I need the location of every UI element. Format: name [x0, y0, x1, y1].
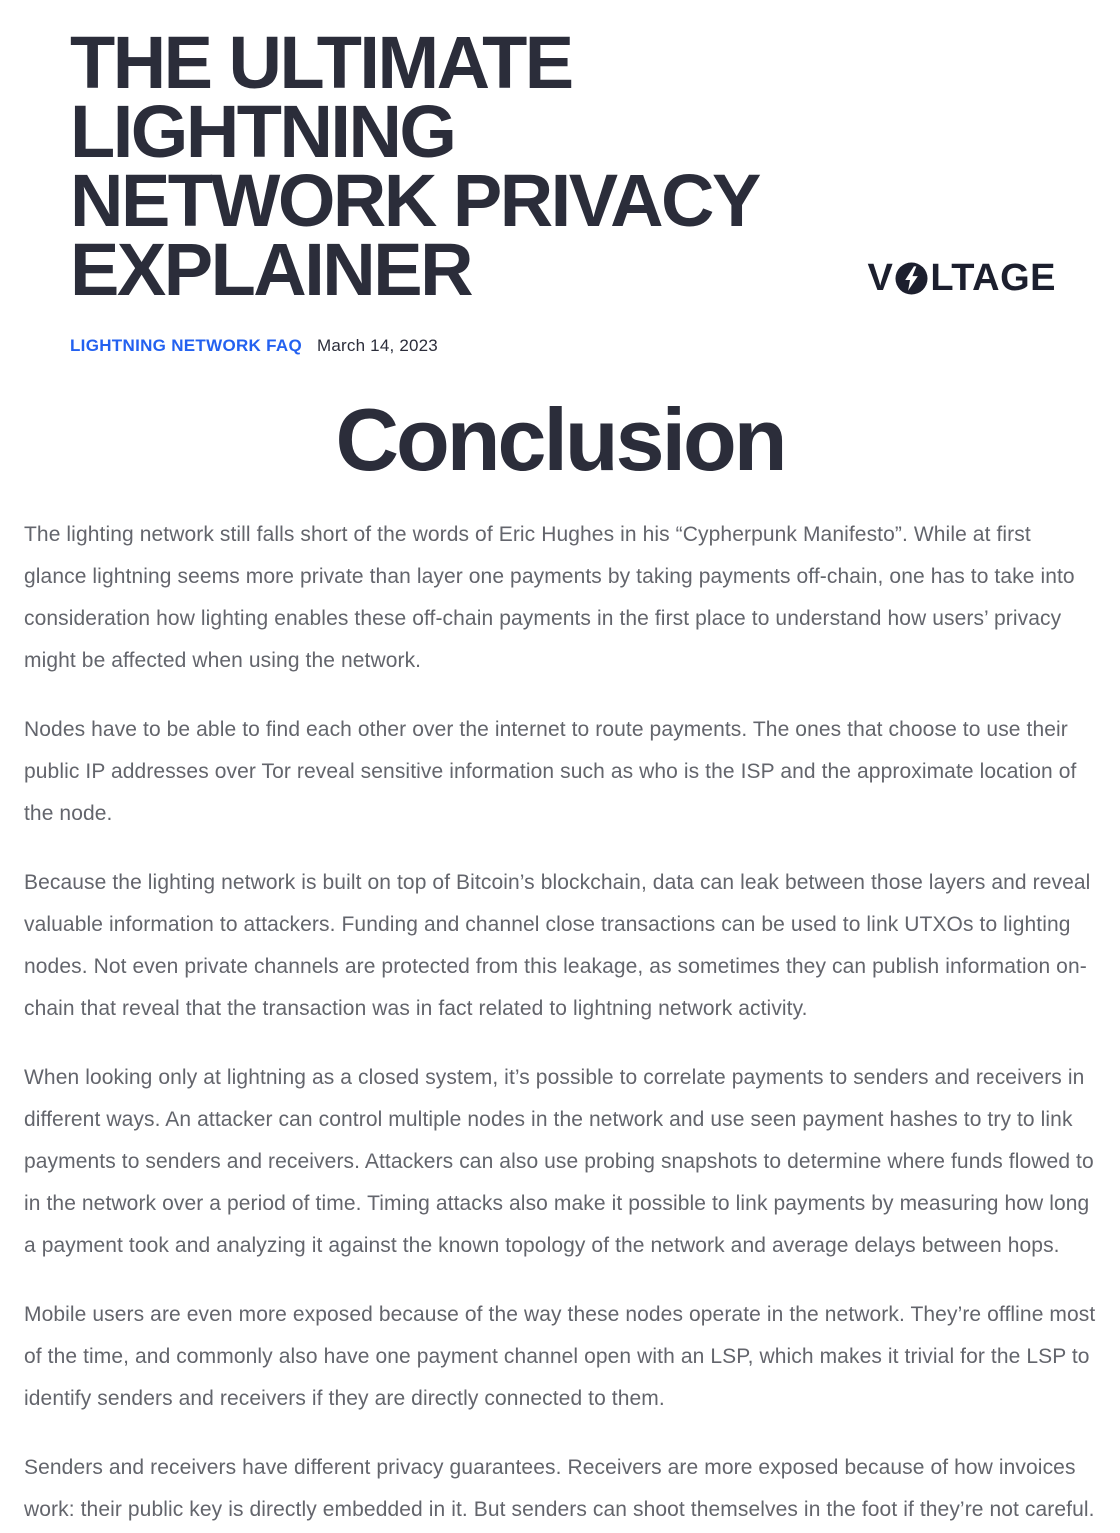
paragraph-2: Nodes have to be able to find each other over the internet to route payments. The ones that choose to use their public IP addresses over Tor reveal sensitive information such as who is the ISP and the approximate location of the node. — [24, 718, 1077, 825]
paragraph-1: The lighting network still falls short of the words of Eric Hughes in his “Cypherpunk Manifesto”. While at first glance lightning seems more private than layer one payments by taking payments off-chain, one has to take into consideration how lighting enables these off-chain payments in the first place to understand how users’ privacy might be affected when using the network. — [24, 523, 1075, 672]
article-title-line: EXPLAINER — [70, 228, 472, 311]
publish-date: March 14, 2023 — [317, 336, 438, 355]
lightning-bolt-icon — [895, 262, 928, 295]
header-row — [70, 21, 1056, 311]
section-heading: Conclusion — [335, 390, 785, 489]
paragraph-3: Because the lighting network is built on top of Bitcoin’s blockchain, data can leak between those layers and reveal valuable information to attackers. Funding and channel close transactions can be used to link UTXOs to lighting nodes. Not even private channels are protected from this leakage, as sometimes they can publish information on-chain that reveal that the transaction was in fact related to lightning network activity. — [24, 871, 1091, 1020]
article-title-line: NETWORK PRIVACY — [70, 159, 759, 242]
paragraph-4: When looking only at lightning as a closed system, it’s possible to correlate payments to senders and receivers in different ways. An attacker can control multiple nodes in the network and use seen payment hashes to try to link payments to senders and receivers. Attackers can also use probing snapshots to determine where funds flowed to in the network over a period of time. Timing attacks also make it possible to link payments by measuring how long a payment took and analyzing it against the known topology of the network and average delays between hops. — [24, 1066, 1094, 1257]
article-body — [0, 390, 1120, 1531]
article-title — [70, 21, 860, 311]
article-title-line: THE ULTIMATE LIGHTNING — [70, 21, 572, 173]
paragraph-6: Senders and receivers have different privacy guarantees. Receivers are more exposed because of how invoices work: their public key is directly embedded in it. But senders can shoot themselves in the foot if they’re not careful. — [24, 1456, 1095, 1521]
article-meta — [70, 336, 1056, 356]
voltage-logo[interactable] — [868, 257, 1057, 304]
voltage-logo-suffix: LTAGE — [930, 257, 1056, 299]
article-header — [0, 0, 1120, 356]
voltage-logo-prefix: V — [867, 257, 894, 299]
paragraph-5: Mobile users are even more exposed because of the way these nodes operate in the network. They’re offline most of the time, and commonly also have one payment channel open with an LSP, which makes it trivial for the LSP to identify senders and receivers if they are directly connected to them. — [24, 1303, 1096, 1410]
category-link[interactable]: LIGHTNING NETWORK FAQ — [70, 336, 303, 355]
